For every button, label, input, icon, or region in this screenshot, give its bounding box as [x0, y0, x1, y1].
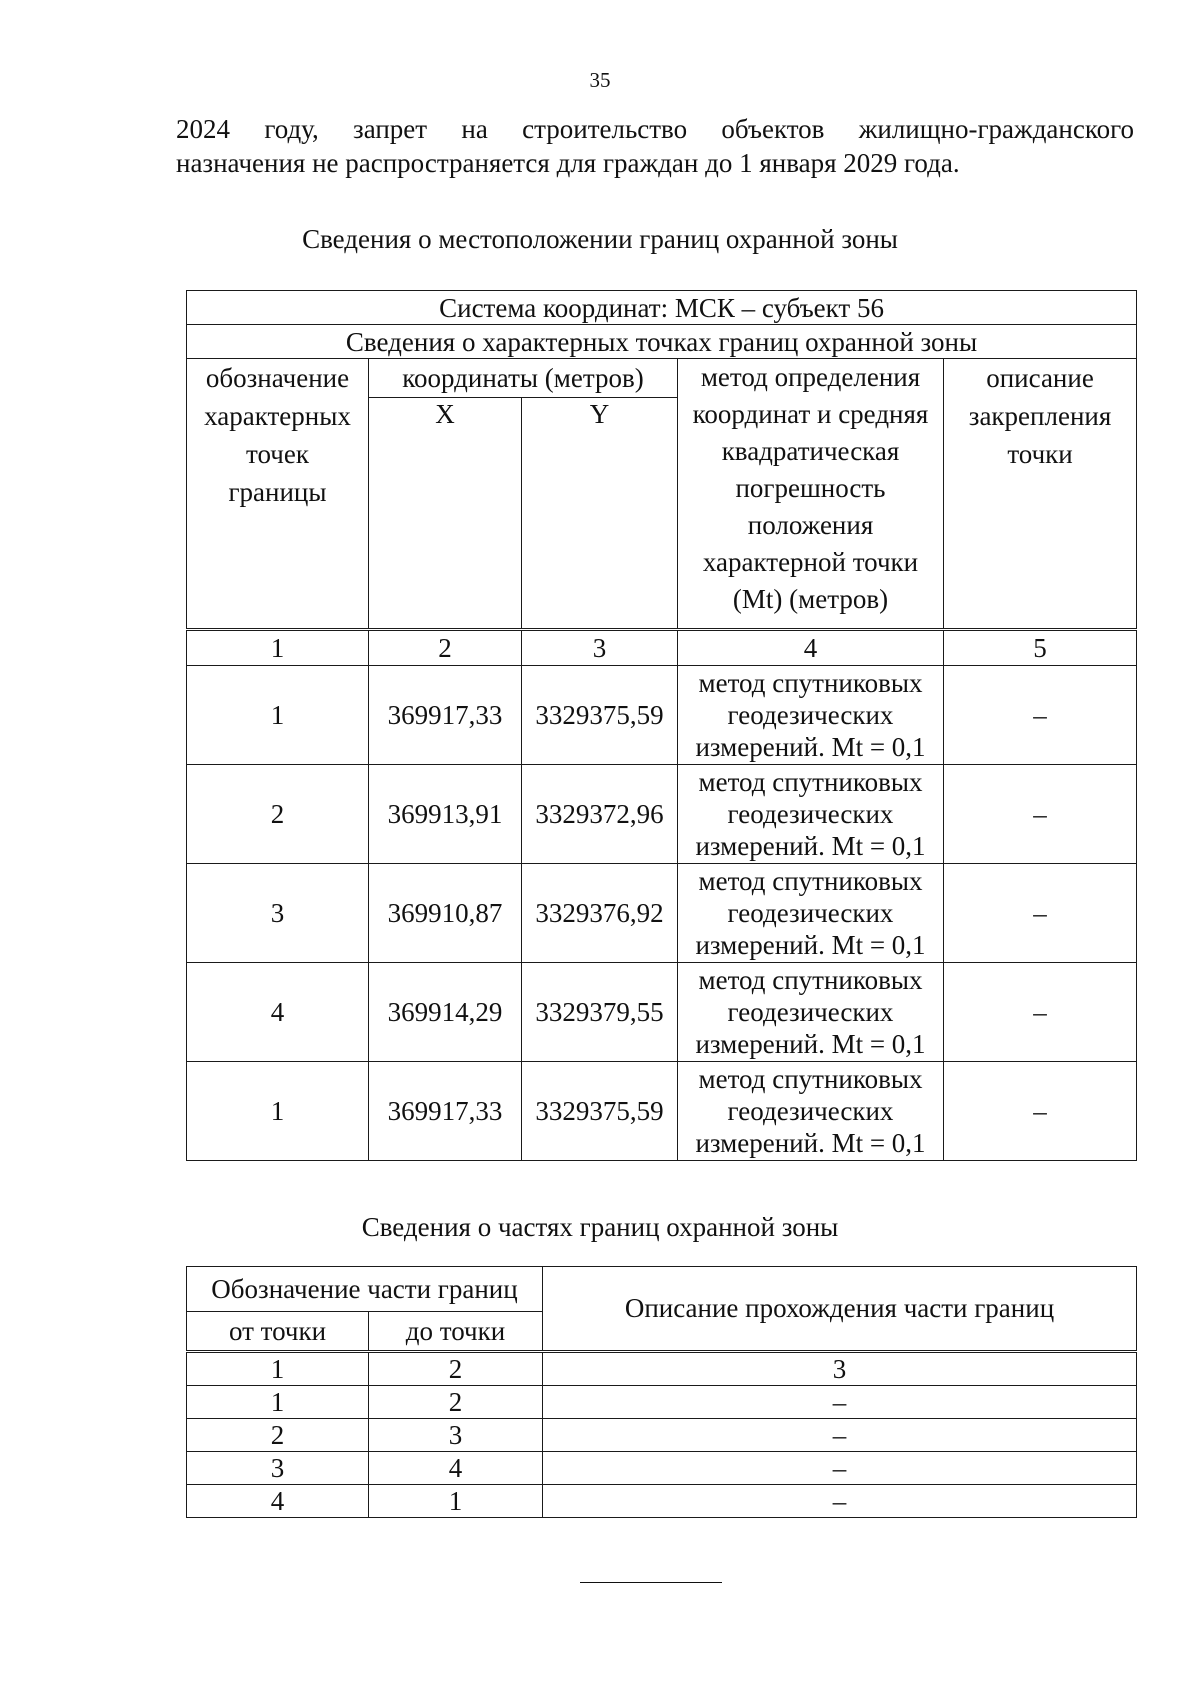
part-description-cell: –	[543, 1419, 1137, 1452]
col-coords-header: координаты (метров)	[369, 359, 678, 398]
part-description-cell: –	[543, 1386, 1137, 1419]
col-designation-label: обозначение характерных точек границы	[204, 363, 351, 507]
col-to-header: до точки	[369, 1312, 543, 1352]
boundary-points-table	[186, 290, 1137, 1161]
x-cell: 369914,29	[369, 963, 522, 1062]
points-title-cell: Сведения о характерных точках границ охранной зоны	[187, 325, 1137, 359]
column-number: 1	[187, 1352, 369, 1386]
y-cell: 3329375,59	[522, 666, 678, 765]
intro-line-2: назначения не распространяется для граждан до 1 января 2029 года.	[176, 148, 960, 178]
description-cell: –	[944, 864, 1137, 963]
col-part-description-header: Описание прохождения части границ	[543, 1267, 1137, 1352]
column-number: 3	[522, 630, 678, 666]
col-description-label: описание закрепления точки	[968, 363, 1112, 469]
x-cell: 369917,33	[369, 1062, 522, 1161]
table-row	[187, 1419, 1137, 1452]
coord-system-cell: Система координат: МСК – субъект 56	[187, 291, 1137, 325]
method-cell: метод спутниковых геодезических измерений. Mt = 0,1	[678, 765, 944, 864]
col-x-header: X	[369, 398, 522, 630]
table-row	[187, 1485, 1137, 1518]
method-cell: метод спутниковых геодезических измерений. Mt = 0,1	[678, 666, 944, 765]
from-cell: 1	[187, 1386, 369, 1419]
column-number: 2	[369, 630, 522, 666]
x-cell: 369913,91	[369, 765, 522, 864]
table-row	[187, 666, 1137, 765]
page-number: 35	[589, 68, 611, 92]
x-cell: 369910,87	[369, 864, 522, 963]
y-cell: 3329375,59	[522, 1062, 678, 1161]
description-cell: –	[944, 765, 1137, 864]
column-number: 4	[678, 630, 944, 666]
x-cell: 369917,33	[369, 666, 522, 765]
column-number: 2	[369, 1352, 543, 1386]
to-cell: 2	[369, 1386, 543, 1419]
part-description-cell: –	[543, 1452, 1137, 1485]
table-row	[187, 864, 1137, 963]
table-row	[187, 1062, 1137, 1161]
table-row	[187, 1386, 1137, 1419]
column-numbers-row	[187, 1352, 1137, 1386]
from-cell: 2	[187, 1419, 369, 1452]
to-cell: 4	[369, 1452, 543, 1485]
column-numbers-row	[187, 630, 1137, 666]
method-cell: метод спутниковых геодезических измерений. Mt = 0,1	[678, 963, 944, 1062]
parts-table-heading: Сведения о частях границ охранной зоны	[361, 1212, 839, 1242]
boundary-table-heading: Сведения о местоположении границ охранной зоны	[302, 224, 898, 254]
point-cell: 4	[187, 963, 369, 1062]
y-cell: 3329372,96	[522, 765, 678, 864]
to-cell: 3	[369, 1419, 543, 1452]
part-description-cell: –	[543, 1485, 1137, 1518]
y-cell: 3329376,92	[522, 864, 678, 963]
table-row	[187, 765, 1137, 864]
method-cell: метод спутниковых геодезических измерений. Mt = 0,1	[678, 864, 944, 963]
point-cell: 1	[187, 1062, 369, 1161]
table-row	[187, 963, 1137, 1062]
y-cell: 3329379,55	[522, 963, 678, 1062]
intro-paragraph	[176, 112, 1134, 180]
boundary-parts-table	[186, 1266, 1137, 1518]
col-method-header	[678, 359, 944, 630]
method-cell: метод спутниковых геодезических измерений. Mt = 0,1	[678, 1062, 944, 1161]
col-y-header: Y	[522, 398, 678, 630]
column-number: 3	[543, 1352, 1137, 1386]
col-from-header: от точки	[187, 1312, 369, 1352]
column-number: 5	[944, 630, 1137, 666]
col-designation-header	[187, 359, 369, 630]
from-cell: 3	[187, 1452, 369, 1485]
to-cell: 1	[369, 1485, 543, 1518]
intro-line-1: 2024 году, запрет на строительство объектов жилищно-гражданского	[176, 114, 1134, 144]
description-cell: –	[944, 666, 1137, 765]
point-cell: 2	[187, 765, 369, 864]
column-number: 1	[187, 630, 369, 666]
end-divider	[580, 1582, 722, 1583]
description-cell: –	[944, 963, 1137, 1062]
col-method-label: метод определения координат и средняя квадратическая погрешность положения характерной точки (Mt) (метров)	[692, 362, 929, 614]
from-cell: 4	[187, 1485, 369, 1518]
col-description-header	[944, 359, 1137, 630]
description-cell: –	[944, 1062, 1137, 1161]
point-cell: 3	[187, 864, 369, 963]
table-row	[187, 1452, 1137, 1485]
point-cell: 1	[187, 666, 369, 765]
col-part-designation-header: Обозначение части границ	[187, 1267, 543, 1312]
